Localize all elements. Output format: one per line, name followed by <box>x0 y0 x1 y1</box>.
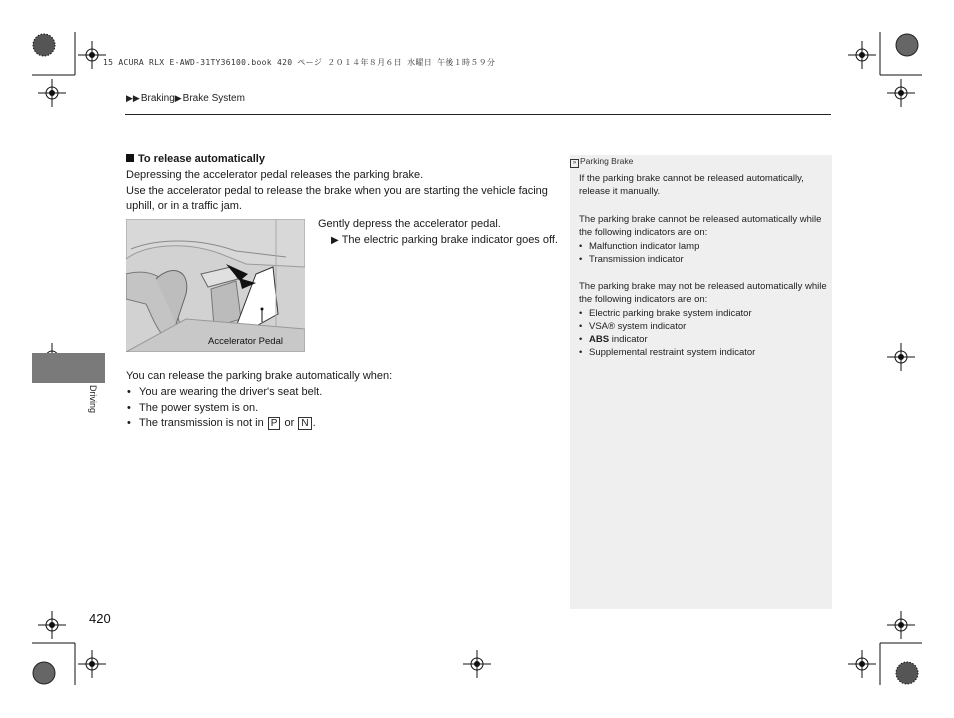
sidebar-para-3: The parking brake may not be released automatically while the following indicators are on: • Electric parking brake system indicator • VSA® system indicator • ABS indicator • Supplemental restraint system indicator <box>579 280 827 360</box>
instruction-step <box>318 217 558 248</box>
list-item: • You are wearing the driver's seat belt. <box>126 385 556 401</box>
list-item: • Electric parking brake system indicator <box>579 307 827 320</box>
list-item: • Supplemental restraint system indicator <box>579 346 827 359</box>
section-heading: To release automatically <box>126 153 265 165</box>
intro-line-1: Depressing the accelerator pedal releases the parking brake. <box>126 169 424 181</box>
triangle-icon: ▶ <box>174 93 182 103</box>
figure-caption: Accelerator Pedal <box>208 336 283 347</box>
accelerator-pedal-illustration <box>126 219 305 352</box>
sidebar-para-2: The parking brake cannot be released automatically while the following indicators are on: • Malfunction indicator lamp • Transmission indicator <box>579 213 827 266</box>
conditions-list <box>126 385 556 432</box>
intro-line-2: Use the accelerator pedal to release the brake when you are starting the vehicle facing uphill, or in a traffic jam. <box>126 184 548 212</box>
chapter-tab-label: Driving <box>88 385 98 414</box>
sidebar-title: » Parking Brake <box>570 156 633 168</box>
list-item: • Transmission indicator <box>579 253 827 266</box>
page-number: 420 <box>89 611 111 626</box>
print-header: 15 ACURA RLX E-AWD-31TY36100.book 420 ページ ２０１４年８月６日 水曜日 午後１時５９分 <box>103 58 496 67</box>
pedal-drawing <box>126 219 305 352</box>
gear-n-key: N <box>298 417 311 430</box>
list-item: • ABS indicator <box>579 333 827 346</box>
chapter-tab[interactable] <box>32 353 105 383</box>
intro-text <box>126 168 556 215</box>
breadcrumb <box>126 93 245 104</box>
result-arrow-icon: ▶ <box>331 234 339 246</box>
square-bullet-icon <box>126 154 134 162</box>
step-text: Gently depress the accelerator pedal. <box>318 218 501 230</box>
breadcrumb-item-brake-system[interactable]: Brake System <box>182 93 245 104</box>
list-item: • The transmission is not in P or N . <box>126 416 556 432</box>
gear-p-key: P <box>268 417 281 430</box>
list-item: • VSA® system indicator <box>579 320 827 333</box>
list-item: • The power system is on. <box>126 401 556 417</box>
list-item: • Malfunction indicator lamp <box>579 240 827 253</box>
step-result: ▶ The electric parking brake indicator goes off. <box>331 233 558 246</box>
double-triangle-icon: ▶▶ <box>126 93 140 103</box>
sidebar-para-1: If the parking brake cannot be released automatically, release it manually. <box>579 173 804 198</box>
breadcrumb-item-braking[interactable]: Braking <box>140 93 175 104</box>
header-divider <box>125 114 831 115</box>
reference-marker-icon: » <box>570 159 579 168</box>
conditions-intro: You can release the parking brake automatically when: <box>126 370 393 382</box>
